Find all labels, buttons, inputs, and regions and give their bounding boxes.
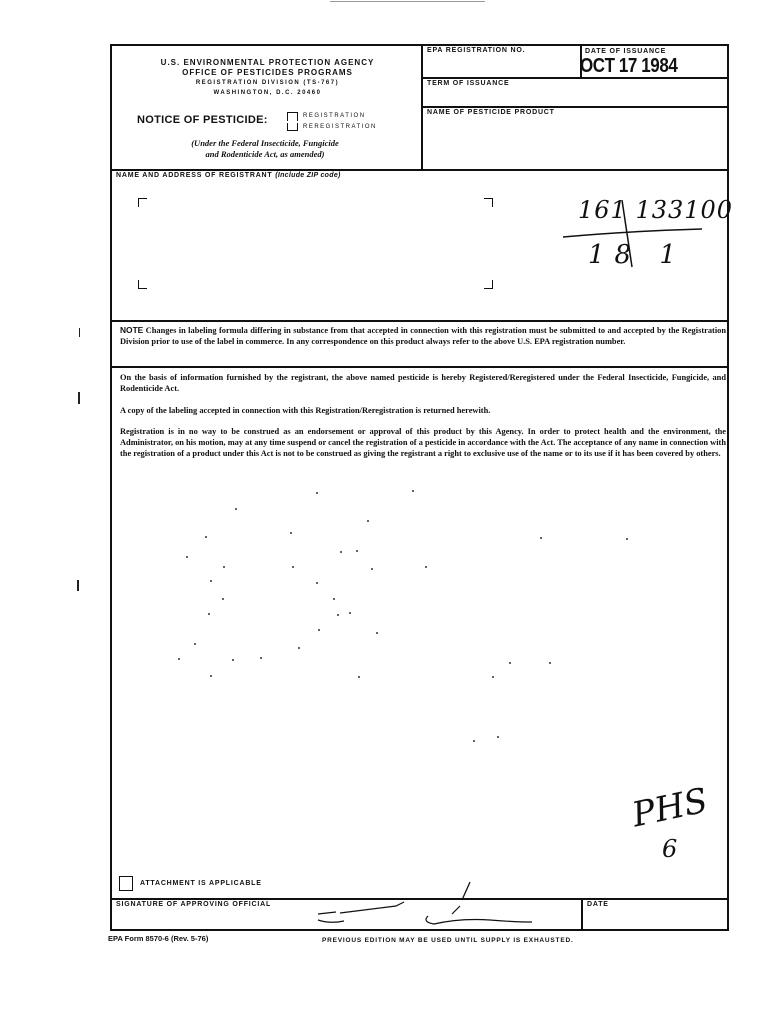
speckle [223,566,225,568]
notice-title: NOTICE OF PESTICIDE: [137,114,268,126]
speckle [549,662,551,664]
margin-mark [79,328,80,337]
speckle [356,550,358,552]
speckle [367,520,369,522]
attachment-checkbox[interactable] [119,876,133,891]
date-label: DATE [587,901,609,908]
speckle [260,657,262,659]
signature-label: SIGNATURE OF APPROVING OFFICIAL [116,901,272,908]
speckle [333,598,335,600]
registration-statement: On the basis of information furnished by the registrant, the above named pesticide is hereby Registered/Reregistered under the Federal Insecticide, Fungicide, and Rodenticide Act. [120,373,726,394]
act-citation-line1: (Under the Federal Insecticide, Fungicide [191,138,339,148]
registrant-zip-note: (Include ZIP code) [275,172,341,179]
speckle [497,736,499,738]
form-number: EPA Form 8570-6 (Rev. 5-76) [108,934,209,943]
act-citation [140,138,390,160]
speckle [349,612,351,614]
speckle [298,647,300,649]
handwritten-initials: PHS [628,780,712,836]
address-corner-br [484,280,493,289]
registrant-label [116,172,341,179]
speckle [358,676,360,678]
header-row-line-2 [421,106,729,108]
speckle [290,532,292,534]
agency-name: U.S. ENVIRONMENTAL PROTECTION AGENCY [160,58,375,67]
previous-edition-note: PREVIOUS EDITION MAY BE USED UNTIL SUPPLY IS EXHAUSTED. [322,937,574,944]
note-text: Changes in labeling formula differing in substance from that accepted in connection with this registration must be submitted to and accepted by the Registration Division prior to use of the label in commerce. In any correspondence on this product always refer to the above U.S. EPA registration number. [120,326,726,347]
handwritten-top-number: 161 133100 [578,196,734,224]
epa-registration-no-label: EPA REGISTRATION NO. [427,47,526,54]
address-corner-tr [484,198,493,207]
reregistration-checkbox[interactable] [287,123,298,131]
speckle [340,551,342,553]
attachment-label: ATTACHMENT IS APPLICABLE [140,880,262,887]
signature-date-divider [581,898,583,931]
registrant-bottom-line [110,320,729,322]
handwritten-bottom-number: 18 1 [588,240,686,270]
term-of-issuance-label: TERM OF ISSUANCE [427,80,510,87]
office-name: OFFICE OF PESTICIDES PROGRAMS [182,68,353,77]
handwritten-number: 6 [662,835,678,863]
note-bottom-line [110,366,729,368]
speckle [178,658,180,660]
speckle [412,490,414,492]
speckle [235,508,237,510]
labeling-statement: A copy of the labeling accepted in connection with this Registration/Reregistration is returned herewith. [120,406,491,415]
speckle [194,643,196,645]
speckle [222,598,224,600]
header-row-line-1 [421,77,729,79]
note-label: NOTE [120,325,144,335]
disclaimer-statement: Registration is in no way to be construed as an endorsement or approval of this product by this Agency. In order to protect health and the environment, the Administrator, on his motion, may at any time suspend or cancel the registration of a pesticide in accordance with the Act. The acceptance of any name in connection with the registration of a product under this Act is not to be construed as giving the registrant a right to exclusive use of the name or to its use if it has been covered by others. [120,427,726,459]
speckle [492,676,494,678]
margin-mark [77,580,79,591]
speckle [316,582,318,584]
speckle [509,662,511,664]
product-name-label: NAME OF PESTICIDE PRODUCT [427,109,555,116]
date-of-issuance-value: OCT 17 1984 [580,55,678,77]
speckle [626,538,628,540]
speckle [371,568,373,570]
act-citation-line2: and Rodenticide Act, as amended) [205,149,325,159]
speckle [540,537,542,539]
reregistration-option-label: REREGISTRATION [303,124,377,130]
registration-checkbox[interactable] [287,112,298,121]
speckle [210,675,212,677]
official-signature [300,880,560,930]
note-block [120,325,726,347]
speckle [205,536,207,538]
header-bottom-line [110,169,729,171]
scan-edge-top [330,1,485,2]
speckle [473,740,475,742]
speckle [376,632,378,634]
speckle [425,566,427,568]
speckle [208,613,210,615]
speckle [186,556,188,558]
date-of-issuance-label: DATE OF ISSUANCE [585,48,667,55]
speckle [318,629,320,631]
division-name: REGISTRATION DIVISION (TS-767) [195,80,340,86]
speckle [210,580,212,582]
speckle [316,492,318,494]
speckle [337,614,339,616]
address-corner-bl [138,280,147,289]
registrant-label-text: NAME AND ADDRESS OF REGISTRANT [116,172,273,179]
agency-address: WASHINGTON, D.C. 20460 [213,90,322,96]
speckle [232,659,234,661]
agency-header [125,58,410,98]
registration-option-label: REGISTRATION [303,113,366,119]
margin-mark [78,392,80,404]
speckle [292,566,294,568]
address-corner-tl [138,198,147,207]
